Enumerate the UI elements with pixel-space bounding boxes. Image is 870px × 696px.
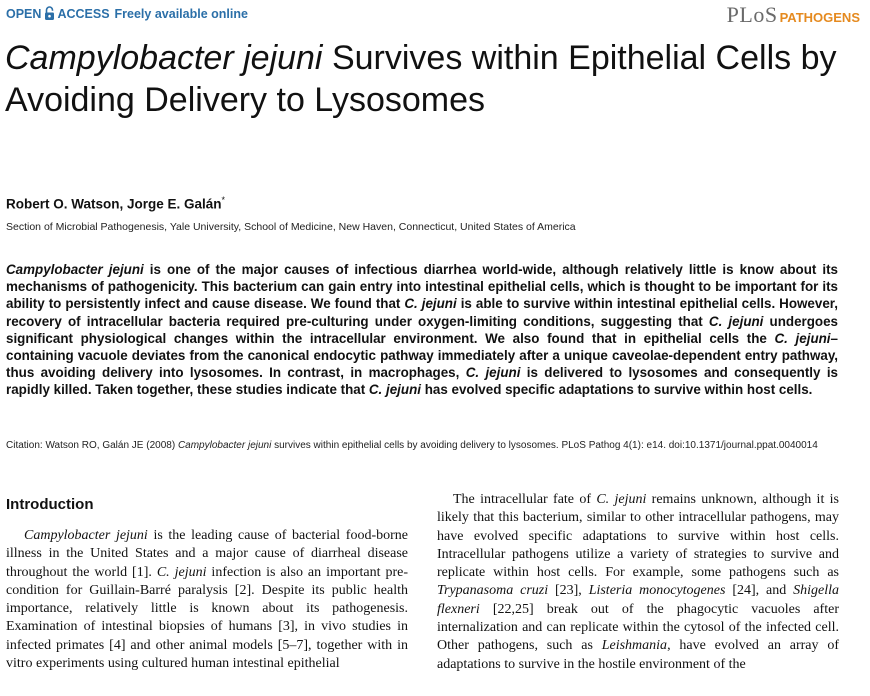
text-run: [23],	[548, 583, 589, 599]
text-run: is the leading cause of bacterial food-borne illness in the United States and a major cause of diarrheal disease throughout the world [1].	[6, 528, 408, 580]
freely-available-text: Freely available online	[114, 7, 248, 21]
italic-run: Campylobacter jejuni	[24, 528, 148, 543]
italic-run: Listeria monocytogenes	[588, 583, 726, 599]
text-run: , have evolved an array of adaptations to survive in the hostile environment of the	[437, 638, 839, 672]
text-run: is delivered to lysosomes and consequently is rapidly killed. Taken together, these studies indicate that	[6, 365, 838, 398]
open-access-prefix: OPEN	[6, 7, 42, 21]
intro-paragraph-right	[437, 491, 839, 674]
text-run: has evolved specific adaptations to survive within host cells.	[420, 382, 813, 398]
text-run: –containing vacuole deviates from the canonical endocytic pathway immediately after a unique caveolae-dependent entry pathway, thus avoiding delivery into lysosomes. In contrast, in macrophages,	[6, 330, 838, 381]
journal-logo-main: PLoS	[726, 2, 778, 27]
journal-logo-sub: PATHOGENS	[779, 10, 860, 25]
italic-run: C. jejuni	[465, 365, 521, 381]
text-run: remains unknown, although it is likely that this bacterium, similar to other intracellular pathogens, may have evolved specific adaptations to survive within host cells. Intracellular pathogens utilize a variety of strategies to survive and replicate within host cells. For example, some pathogens such as	[437, 492, 839, 581]
italic-run: Campylobacter jejuni	[6, 262, 144, 277]
italic-run: C. jejuni	[708, 313, 764, 329]
text-run: [24], and	[725, 583, 794, 599]
title-species: Campylobacter jejuni	[5, 39, 323, 77]
text-run: The intracellular fate of	[453, 492, 597, 507]
italic-run: Shigella flexneri	[437, 583, 839, 617]
text-run: is one of the major causes of infectious diarrhea world-wide, although relatively little is know about its mechanisms of pathogenicity. This bacterium can gain entry into intestinal epithelial cells, which is thought to be important for its ability to persistently infect and cause disease. We found that	[6, 262, 839, 312]
journal-logo	[727, 2, 860, 28]
intro-paragraph-left	[6, 527, 408, 673]
open-access-banner	[6, 6, 248, 24]
italic-run: Trypanasoma cruzi	[437, 583, 549, 599]
journal-header	[0, 0, 870, 28]
italic-run: C. jejuni	[404, 296, 457, 312]
italic-run: C. jejuni	[596, 492, 647, 507]
italic-run: C. jejuni	[156, 564, 207, 580]
italic-run: C. jejuni	[368, 382, 421, 398]
affiliation: Section of Microbial Pathogenesis, Yale University, School of Medicine, New Haven, Connecticut, United States of America	[6, 221, 576, 233]
authors-text: Robert O. Watson, Jorge E. Galán	[6, 196, 222, 212]
text-run: infection is also an important pre-condition for Guillain-Barré paralysis [2]. Despite its public health importance, relatively little is known about its pathogenesis. Examination of intestinal biopsies of humans [3], in vivo studies in infected primates [4] and other animal models [5–7], together with in vitro experiments using cultured human intestinal epithelial	[6, 564, 408, 672]
author-list	[6, 195, 225, 212]
open-lock-icon	[44, 6, 55, 24]
article-title	[5, 37, 855, 121]
title-rest: Survives within Epithelial Cells by Avoiding Delivery to Lysosomes	[5, 39, 837, 119]
text-run: undergoes significant physiological changes within the intracellular environment. We also found that in epithelial cells the	[6, 313, 838, 346]
italic-run: Campylobacter jejuni	[177, 440, 272, 451]
text-run: survives within epithelial cells by avoiding delivery to lysosomes. PLoS Pathog 4(1): e14. doi:10.1371/journal.ppat.0040014	[271, 440, 818, 451]
text-run: [22,25] break out of the phagocytic vacuoles after internalization and can replicate within the cytosol of the infected cell. Other pathogens, such as	[437, 601, 839, 654]
abstract	[6, 261, 838, 399]
citation	[6, 439, 841, 452]
italic-run: Leishmania	[601, 638, 668, 654]
text-run: Citation: Watson RO, Galán JE (2008)	[6, 440, 178, 451]
section-heading-introduction: Introduction	[6, 496, 94, 513]
text-run: is able to survive within intestinal epithelial cells. However, recovery of intracellular bacteria required pre-culturing under oxygen-limiting conditions, suggesting that	[6, 296, 838, 329]
corresponding-author-mark: *	[221, 195, 226, 205]
italic-run: C. jejuni	[774, 330, 831, 346]
open-access-suffix: ACCESS	[57, 7, 110, 21]
